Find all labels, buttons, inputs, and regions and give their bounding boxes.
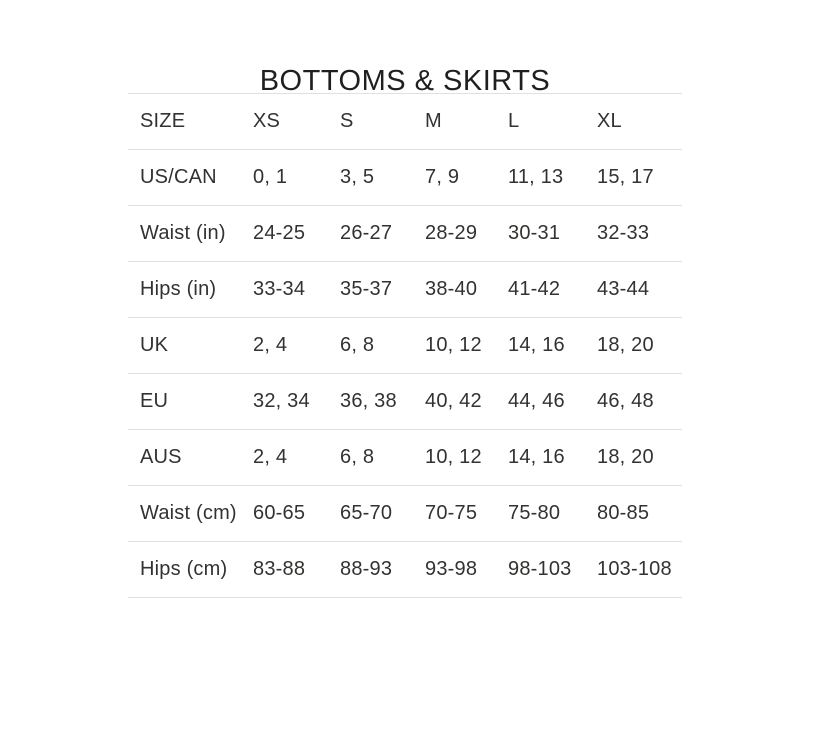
table-cell: 14, 16 [502, 318, 591, 374]
page-title: BOTTOMS & SKIRTS [259, 65, 551, 97]
column-header-l: L [502, 94, 591, 150]
table-cell: 93-98 [419, 542, 502, 598]
table-cell: 3, 5 [334, 150, 419, 206]
row-hips-in [128, 262, 682, 318]
table-cell: 0, 1 [247, 150, 334, 206]
table-cell: 40, 42 [419, 374, 502, 430]
table-cell: 2, 4 [247, 318, 334, 374]
table-cell: 18, 20 [591, 318, 682, 374]
row-label: Waist (cm) [128, 486, 247, 542]
table-cell: 80-85 [591, 486, 682, 542]
row-label: US/CAN [128, 150, 247, 206]
column-header-xl: XL [591, 94, 682, 150]
row-label: Hips (cm) [128, 542, 247, 598]
table-cell: 14, 16 [502, 430, 591, 486]
table-cell: 83-88 [247, 542, 334, 598]
row-label: UK [128, 318, 247, 374]
table-cell: 28-29 [419, 206, 502, 262]
table-cell: 30-31 [502, 206, 591, 262]
table-cell: 2, 4 [247, 430, 334, 486]
table-cell: 35-37 [334, 262, 419, 318]
table-cell: 6, 8 [334, 430, 419, 486]
header-row [128, 94, 682, 150]
table-cell: 98-103 [502, 542, 591, 598]
table-cell: 15, 17 [591, 150, 682, 206]
size-guide-content [128, 0, 682, 598]
table-cell: 88-93 [334, 542, 419, 598]
table-cell: 10, 12 [419, 318, 502, 374]
table-cell: 11, 13 [502, 150, 591, 206]
row-hips-cm [128, 542, 682, 598]
table-cell: 38-40 [419, 262, 502, 318]
table-cell: 32-33 [591, 206, 682, 262]
row-eu [128, 374, 682, 430]
table-cell: 46, 48 [591, 374, 682, 430]
table-cell: 43-44 [591, 262, 682, 318]
row-waist-in [128, 206, 682, 262]
row-label: AUS [128, 430, 247, 486]
table-cell: 7, 9 [419, 150, 502, 206]
row-us-can [128, 150, 682, 206]
table-cell: 10, 12 [419, 430, 502, 486]
table-cell: 44, 46 [502, 374, 591, 430]
table-cell: 6, 8 [334, 318, 419, 374]
table-cell: 18, 20 [591, 430, 682, 486]
row-label: EU [128, 374, 247, 430]
table-cell: 60-65 [247, 486, 334, 542]
table-cell: 36, 38 [334, 374, 419, 430]
table-cell: 103-108 [591, 542, 682, 598]
table-cell: 32, 34 [247, 374, 334, 430]
table-cell: 33-34 [247, 262, 334, 318]
table-cell: 41-42 [502, 262, 591, 318]
table-cell: 26-27 [334, 206, 419, 262]
column-header-m: M [419, 94, 502, 150]
row-label: Hips (in) [128, 262, 247, 318]
table-cell: 65-70 [334, 486, 419, 542]
row-aus [128, 430, 682, 486]
column-header-s: S [334, 94, 419, 150]
table-cell: 24-25 [247, 206, 334, 262]
column-header-size: SIZE [128, 94, 247, 150]
row-label: Waist (in) [128, 206, 247, 262]
table-cell: 70-75 [419, 486, 502, 542]
column-header-xs: XS [247, 94, 334, 150]
row-uk [128, 318, 682, 374]
table-cell: 75-80 [502, 486, 591, 542]
row-waist-cm [128, 486, 682, 542]
size-chart-table [128, 93, 682, 598]
